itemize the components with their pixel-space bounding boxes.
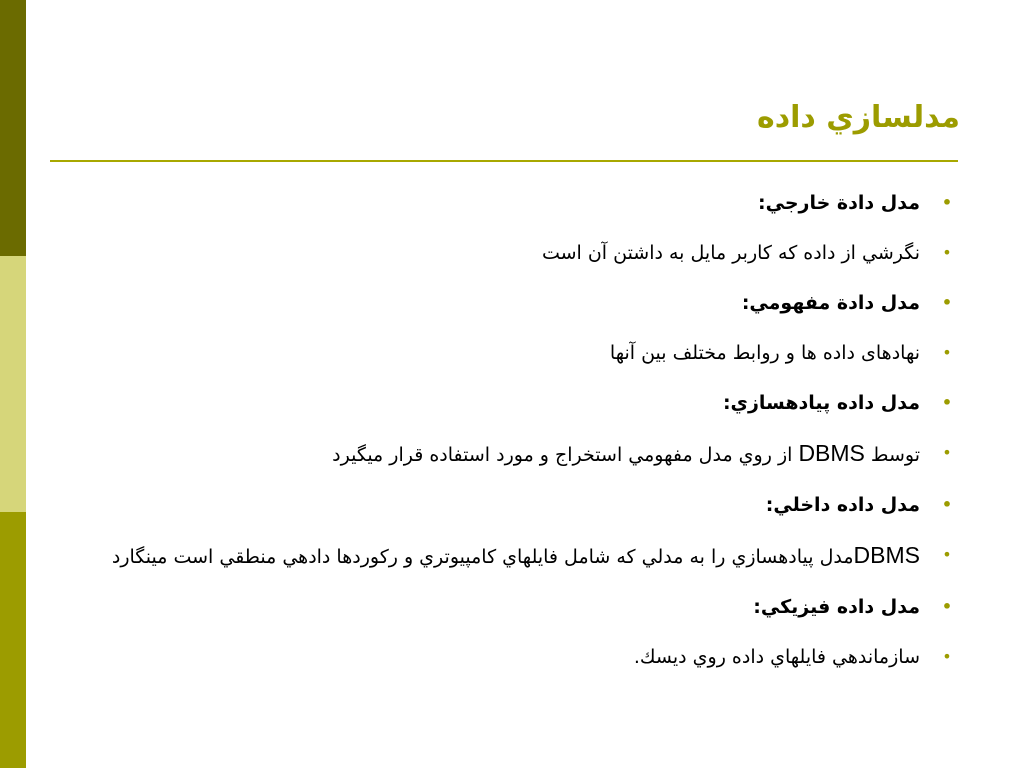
bullet-icon: • bbox=[941, 393, 953, 412]
title-divider bbox=[50, 160, 958, 162]
bullet-text-after: مدل پيادهسازي را به مدلي كه شامل فايلهاي كامپيوتري و ركوردها دادهي منطقي است مينگارد bbox=[111, 546, 854, 568]
bullet-text: مدل دادة مفهومي: bbox=[741, 292, 920, 314]
bullet-icon: • bbox=[942, 343, 952, 362]
bullet-text: مدل داده پيادهسازي: bbox=[722, 392, 920, 414]
bullet-text: مدل داده فيزيكي: bbox=[753, 596, 920, 618]
bullet-text: سازماندهي فايلهاي داده روي ديسك. bbox=[633, 646, 920, 668]
bullet-text-before: توسط bbox=[864, 444, 920, 466]
bullet-text: مدل داده داخلي: bbox=[765, 494, 920, 516]
bullet-item bbox=[52, 336, 972, 370]
slide-title: مدلسازي داده bbox=[757, 100, 960, 135]
bullet-item bbox=[52, 488, 972, 522]
bullet-text: مدل دادة خارجي: bbox=[758, 192, 920, 214]
bullet-list bbox=[52, 186, 972, 690]
bullet-icon: • bbox=[942, 443, 952, 462]
decorative-bar-top bbox=[0, 0, 26, 256]
decorative-bar-bottom bbox=[0, 512, 26, 768]
bullet-icon: • bbox=[941, 597, 953, 616]
bullet-item bbox=[52, 538, 972, 574]
bullet-icon: • bbox=[941, 293, 953, 312]
bullet-item bbox=[52, 590, 972, 624]
decorative-bar-middle bbox=[0, 256, 26, 512]
bullet-item bbox=[52, 436, 972, 472]
bullet-icon: • bbox=[942, 647, 952, 666]
bullet-item bbox=[52, 286, 972, 320]
bullet-icon: • bbox=[942, 243, 952, 262]
bullet-icon: • bbox=[942, 545, 952, 564]
bullet-icon: • bbox=[941, 193, 953, 212]
bullet-item bbox=[52, 186, 972, 220]
bullet-item bbox=[52, 236, 972, 270]
bullet-text: نگرشي از داده كه كاربر مايل به داشتن آن است bbox=[541, 242, 920, 264]
dbms-term: DBMS bbox=[853, 542, 920, 568]
bullet-item bbox=[52, 640, 972, 674]
bullet-text-after: از روي مدل مفهومي استخراج و مورد استفاده قرار ميگيرد bbox=[332, 444, 799, 466]
bullet-icon: • bbox=[941, 495, 953, 514]
bullet-text: نهادهای داده ها و روابط مختلف بین آنها bbox=[609, 342, 920, 364]
bullet-item bbox=[52, 386, 972, 420]
dbms-term: DBMS bbox=[798, 440, 865, 466]
